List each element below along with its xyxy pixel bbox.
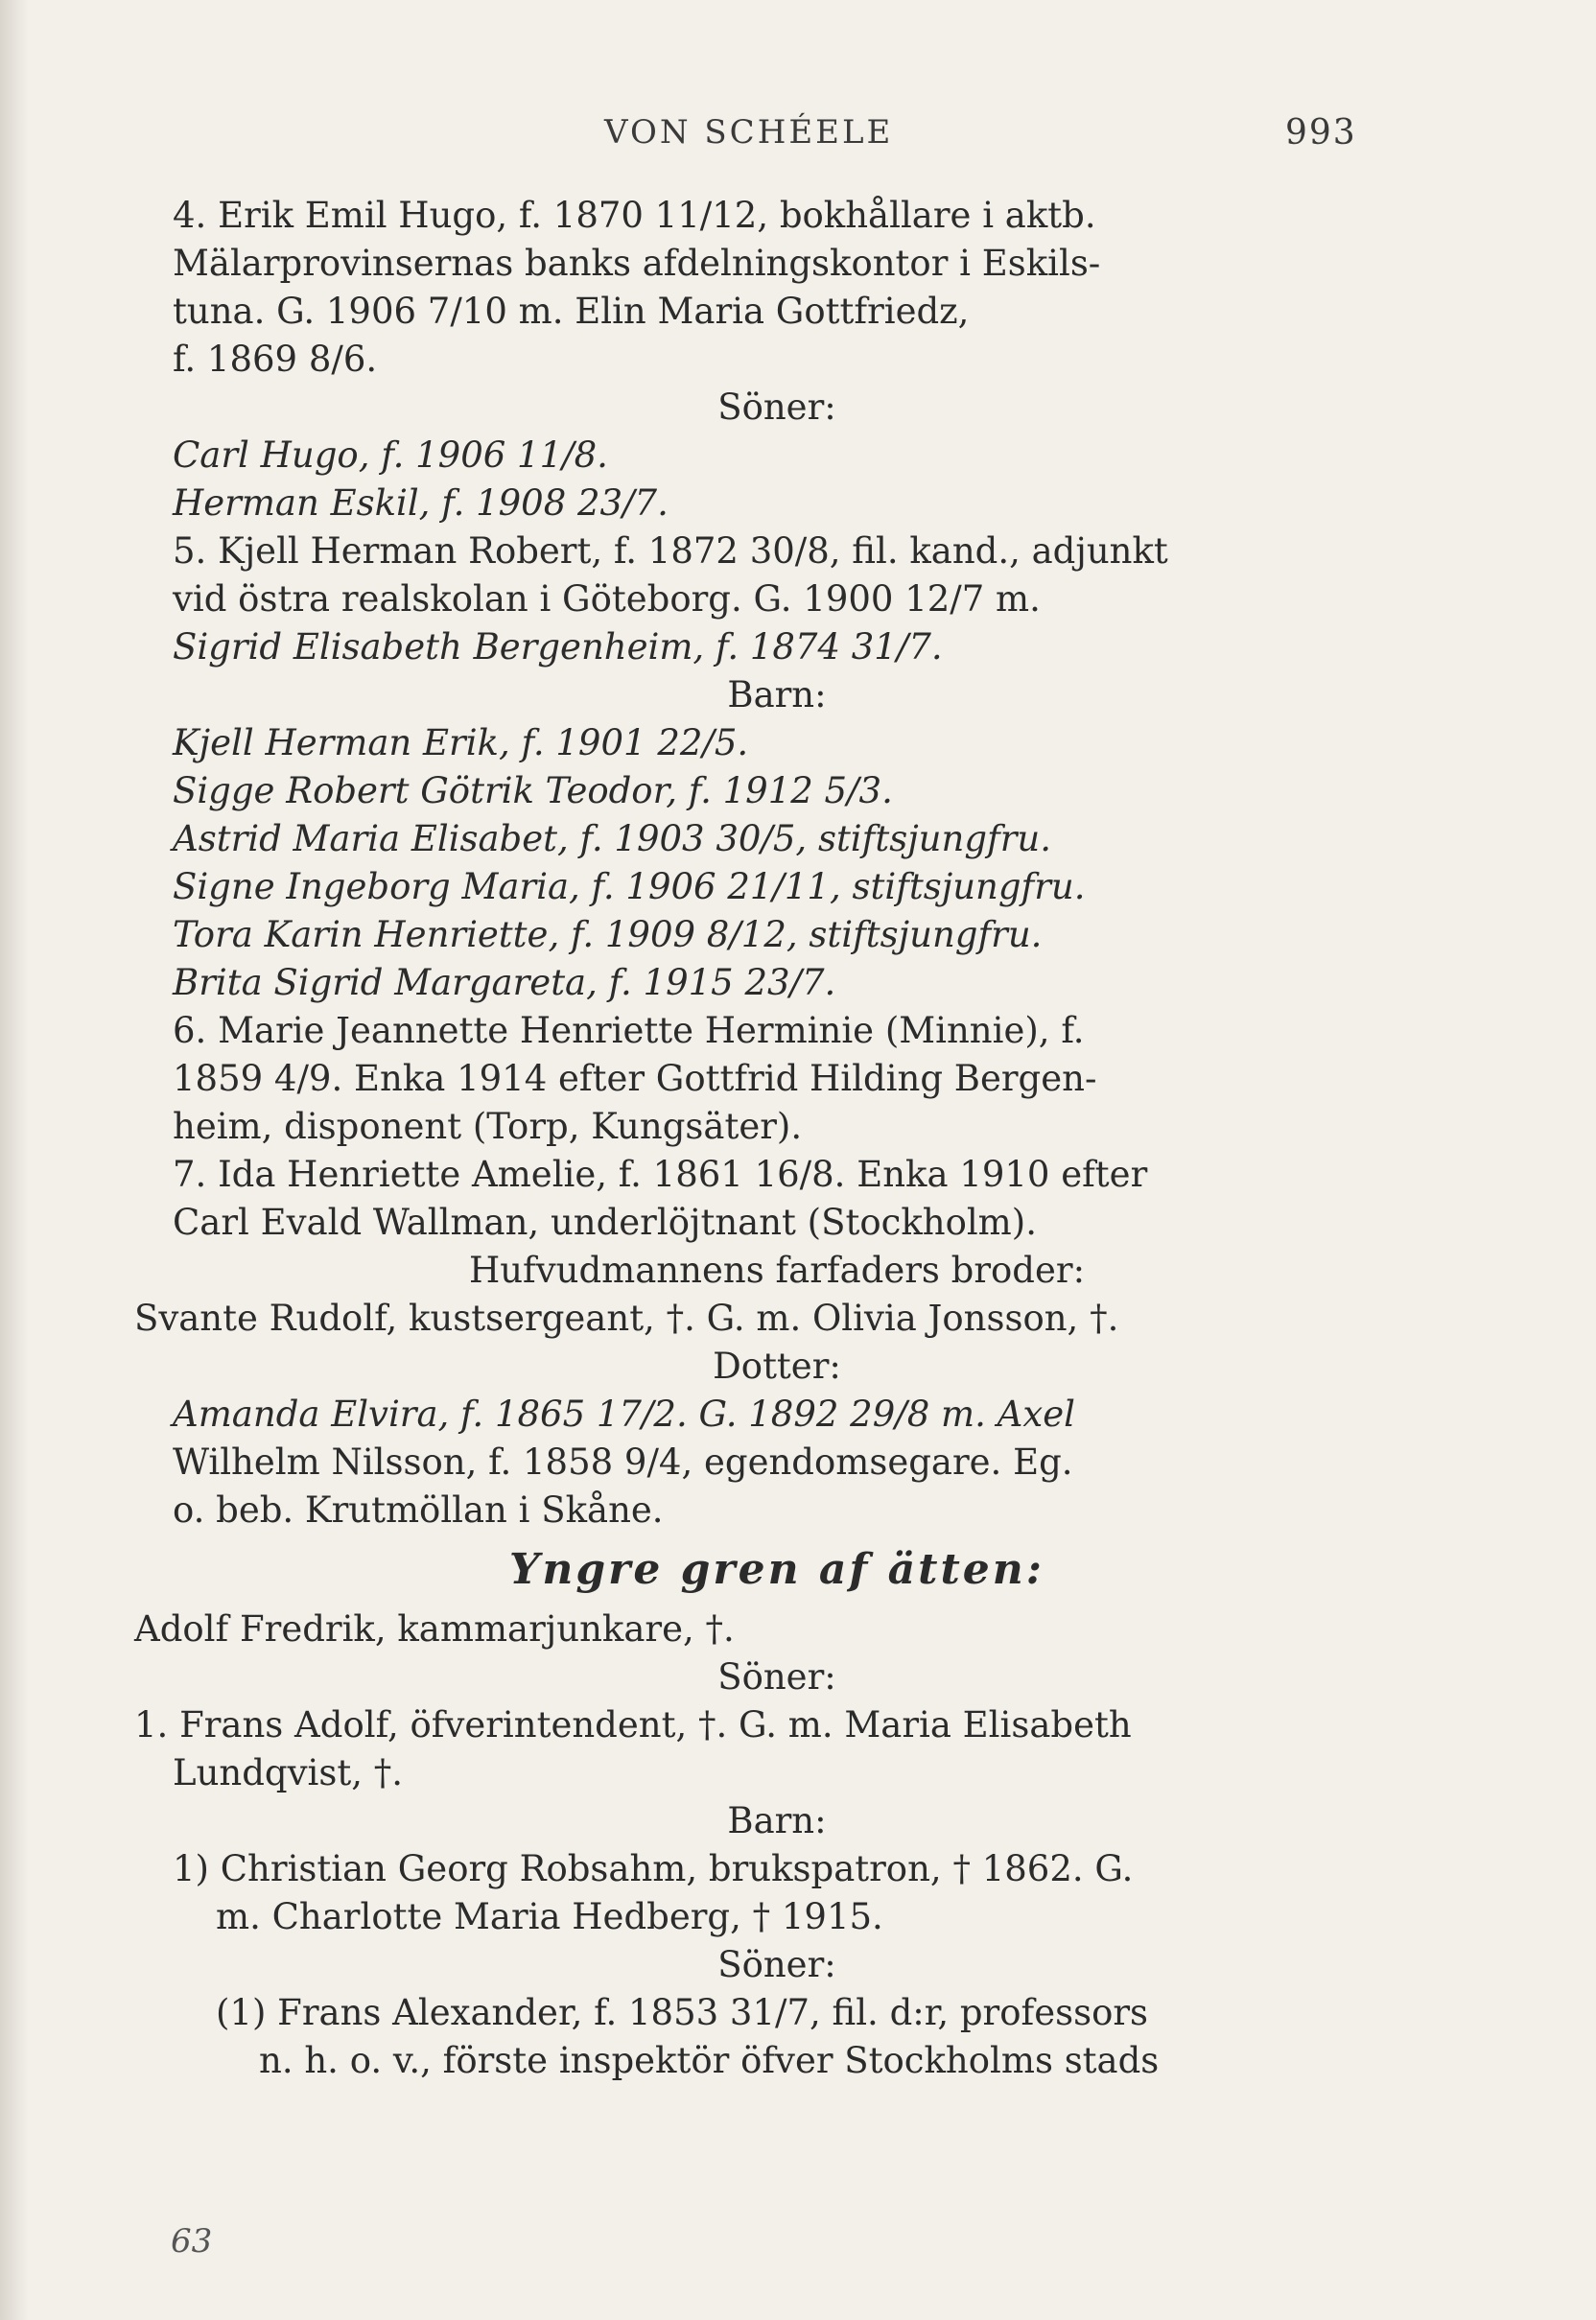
text-line: Sigge Robert Götrik Teodor, f. 1912 5/3.: [173, 770, 893, 811]
section-label: Hufvudmannens farfaders broder:: [468, 1250, 1086, 1291]
signature-mark: 63: [171, 2222, 213, 2261]
section-label: Barn:: [727, 1800, 827, 1841]
text-line: Signe Ingeborg Maria, f. 1906 21/11, stiftsjungfru.: [173, 866, 1086, 907]
text-line: Mälarprovinsernas banks afdelningskontor i Eskils-: [173, 243, 1101, 284]
text-line: heim, disponent (Torp, Kungsäter).: [173, 1106, 803, 1147]
text-line: Sigrid Elisabeth Bergenheim, f. 1874 31/7.: [173, 626, 943, 668]
section-label: Söner:: [717, 387, 836, 428]
text-line: vid östra realskolan i Göteborg. G. 1900 12/7 m.: [173, 578, 1041, 620]
text-line: 7. Ida Henriette Amelie, f. 1861 16/8. Enka 1910 efter: [173, 1154, 1148, 1195]
text-line: 1859 4/9. Enka 1914 efter Gottfrid Hilding Bergen-: [173, 1058, 1097, 1099]
text-line: 1. Frans Adolf, öfverintendent, †. G. m. Maria Elisabeth: [134, 1704, 1132, 1746]
text-line: Tora Karin Henriette, f. 1909 8/12, stiftsjungfru.: [173, 914, 1043, 955]
section-label: Barn:: [727, 674, 827, 715]
text-line: Adolf Fredrik, kammarjunkare, †.: [134, 1608, 735, 1650]
section-label: Söner:: [717, 1656, 836, 1698]
text-line: f. 1869 8/6.: [173, 339, 378, 380]
text-line: (1) Frans Alexander, f. 1853 31/7, fil. d:r, professors: [216, 1992, 1149, 2033]
text-line: Carl Hugo, f. 1906 11/8.: [173, 434, 608, 476]
page-header: [0, 113, 1596, 161]
text-line: Herman Eskil, f. 1908 23/7.: [173, 482, 669, 524]
text-line: 1) Christian Georg Robsahm, brukspatron, † 1862. G.: [173, 1848, 1134, 1889]
text-line: Kjell Herman Erik, f. 1901 22/5.: [173, 722, 749, 763]
section-label: Söner:: [717, 1944, 836, 1985]
text-line: 5. Kjell Herman Robert, f. 1872 30/8, fil. kand., adjunkt: [173, 530, 1168, 572]
page-number: 993: [1285, 113, 1357, 152]
text-line: Svante Rudolf, kustsergeant, †. G. m. Olivia Jonsson, †.: [134, 1298, 1119, 1339]
text-line: Amanda Elvira, f. 1865 17/2. G. 1892 29/8 m. Axel: [173, 1394, 1075, 1435]
text-line: m. Charlotte Maria Hedberg, † 1915.: [216, 1896, 883, 1937]
page-body: [134, 192, 1381, 2085]
text-line: Wilhelm Nilsson, f. 1858 9/4, egendomsegare. Eg.: [173, 1441, 1073, 1483]
text-line: Carl Evald Wallman, underlöjtnant (Stockholm).: [173, 1202, 1037, 1243]
text-line: o. beb. Krutmöllan i Skåne.: [173, 1489, 664, 1531]
running-head: VON SCHÉELE: [604, 113, 894, 152]
text-line: 4. Erik Emil Hugo, f. 1870 11/12, bokhållare i aktb.: [173, 195, 1096, 236]
text-line: Lundqvist, †.: [173, 1752, 403, 1793]
text-line: Brita Sigrid Margareta, f. 1915 23/7.: [173, 962, 836, 1003]
section-label: Dotter:: [713, 1346, 841, 1387]
section-heading: Yngre gren af ätten:: [508, 1545, 1045, 1594]
text-line: 6. Marie Jeannette Henriette Herminie (Minnie), f.: [173, 1010, 1085, 1051]
text-line: Astrid Maria Elisabet, f. 1903 30/5, stiftsjungfru.: [173, 818, 1051, 859]
text-line: tuna. G. 1906 7/10 m. Elin Maria Gottfriedz,: [173, 291, 970, 332]
text-line: n. h. o. v., förste inspektör öfver Stockholms stads: [259, 2040, 1160, 2081]
